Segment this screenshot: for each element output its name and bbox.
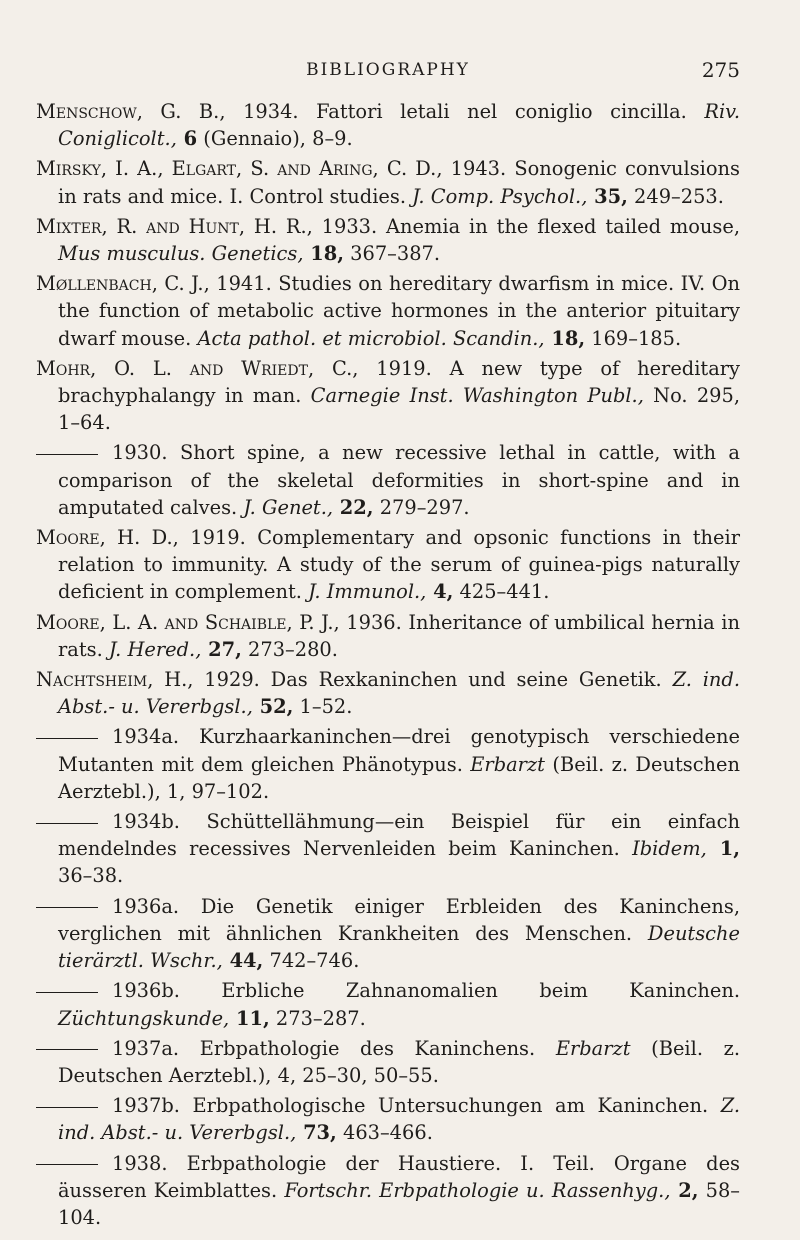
entry-journal: J. Hered.,	[108, 637, 202, 661]
entry-author: Menschow, G. B.,	[36, 100, 226, 123]
entry-vol: 1,	[706, 837, 740, 861]
entry-rest: 1937b. Erbpathologische Untersuchungen am Kaninchen.	[112, 1094, 721, 1118]
entry-rest: 1929. Das Rexkaninchen und seine Genetik.	[193, 668, 673, 692]
entry-vol: 4,	[426, 580, 454, 604]
entry-vol: 44,	[222, 949, 264, 973]
entry-journal: Züchtungskunde,	[58, 1006, 230, 1030]
entry-rest: 1938. Erbpathologie der Haustiere. I. Teil. Organe des äusseren Keimblattes.	[58, 1151, 740, 1202]
bibliography-entry	[36, 270, 740, 352]
bibliography-entry	[36, 155, 740, 209]
entry-tail: 367–387.	[344, 242, 441, 266]
entry-vol: 73,	[296, 1121, 337, 1145]
bibliography-entry	[36, 1150, 740, 1232]
entry-tail: 273–280.	[241, 637, 338, 661]
ditto-dash	[36, 738, 98, 739]
bibliography-entry	[36, 977, 740, 1031]
entry-tail: (Beil. z. Deutschen Aerztebl.), 1, 97–102.	[58, 752, 741, 803]
bibliography-entry	[36, 1092, 740, 1146]
bibliography-entry	[36, 524, 740, 606]
entry-journal: Ibidem,	[632, 837, 707, 861]
entry-tail: No. 295, 1–64.	[58, 384, 741, 435]
entry-journal: Z. ind. Abst.- u. Vererbgsl.,	[58, 668, 740, 719]
entry-tail: 249–253.	[627, 184, 724, 208]
entry-rest: 1919. A new type of hereditary brachyphalangy in man.	[58, 356, 740, 408]
entry-vol: 22,	[333, 495, 374, 519]
entry-rest: 1933. Anemia in the flexed tailed mouse,	[312, 214, 740, 238]
entry-journal: Fortschr. Erbpathologie u. Rassenhyg.,	[284, 1178, 671, 1202]
ditto-dash	[36, 992, 98, 993]
entry-rest: 1937a. Erbpathologie des Kaninchens.	[112, 1036, 556, 1060]
entry-tail: 36–38.	[58, 864, 124, 888]
ditto-dash	[36, 1107, 98, 1108]
page-header	[36, 50, 740, 90]
entry-tail: 742–746.	[263, 949, 360, 973]
entry-journal: Erbarzt	[555, 1036, 631, 1060]
entry-rest: 1934b. Schüttellähmung—ein Beispiel für ein einfach mendelndes recessives Nervenleiden beim Kaninchen.	[58, 810, 740, 861]
entry-tail: 279–297.	[373, 495, 470, 519]
entry-author: Moore, H. D.,	[36, 526, 179, 550]
bibliography-entry	[36, 98, 740, 152]
entry-author: Moore, L. A. and Schaible, P. J.,	[36, 610, 340, 634]
entry-vol: 52,	[252, 695, 294, 719]
ditto-dash	[36, 1049, 98, 1050]
entry-journal: Riv. Coniglicolt.,	[58, 100, 740, 151]
entry-journal: J. Immunol.,	[308, 580, 427, 604]
entry-journal: Z. ind. Abst.- u. Vererbgsl.,	[58, 1094, 740, 1145]
entry-journal: Carnegie Inst. Washington Publ.,	[310, 384, 644, 408]
bibliography-entry	[36, 213, 740, 267]
entry-author: Mirsky, I. A., Elgart, S. and Aring, C. D.,	[36, 157, 443, 181]
entry-vol: 18,	[544, 326, 586, 350]
entry-rest: 1941. Studies on hereditary dwarfism in mice. IV. On the function of metabolic active hormones in the anterior pituitary dwarf mouse.	[58, 272, 740, 350]
entry-journal: Mus musculus. Genetics,	[58, 242, 304, 266]
entry-journal: Acta pathol. et microbiol. Scandin.,	[197, 326, 545, 350]
entry-vol: 2,	[670, 1178, 699, 1202]
entry-vol: 11,	[229, 1006, 270, 1030]
entry-rest: 1930. Short spine, a new recessive lethal in cattle, with a comparison of the skeletal deformities in short-spine and in amputated calves.	[58, 441, 740, 519]
entry-journal: Deutsche tierärztl. Wschr.,	[58, 921, 740, 973]
entry-tail: 425–441.	[453, 580, 550, 604]
bibliography-entry	[36, 893, 740, 975]
entry-tail: 58–104.	[58, 1178, 740, 1229]
bibliography-list	[36, 98, 740, 1234]
entry-rest: 1936a. Die Genetik einiger Erbleiden des Kaninchens, verglichen mit ähnlichen Krankheiten des Menschen.	[58, 894, 740, 945]
entry-vol: 27,	[201, 637, 242, 661]
entry-tail: 1–52.	[293, 695, 353, 719]
running-head: BIBLIOGRAPHY	[306, 60, 470, 80]
bibliography-entry	[36, 439, 740, 521]
entry-tail: 463–466.	[336, 1121, 433, 1145]
entry-author: Mohr, O. L. and Wriedt, C.,	[36, 356, 359, 380]
bibliography-entry	[36, 609, 740, 663]
entry-rest: 1919. Complementary and opsonic functions in their relation to immunity. A study of the serum of guinea-pigs naturally deficient in complement.	[58, 526, 740, 604]
ditto-dash	[36, 454, 98, 455]
page-number: 275	[701, 58, 740, 82]
ditto-dash	[36, 823, 98, 824]
entry-rest: 1934. Fattori letali nel coniglio cincilla.	[225, 100, 705, 123]
entry-tail: 169–185.	[585, 326, 682, 350]
entry-author: Nachtsheim, H.,	[36, 668, 194, 692]
bibliography-entry	[36, 355, 740, 437]
entry-author: Møllenbach, C. J.,	[36, 272, 210, 296]
entry-vol: 6	[176, 127, 198, 151]
entry-rest: 1943. Sonogenic convulsions in rats and mice. I. Control studies.	[58, 157, 740, 208]
entry-author: Mixter, R. and Hunt, H. R.,	[36, 214, 313, 238]
entry-tail: (Beil. z. Deutschen Aerztebl.), 4, 25–30, 50–55.	[58, 1036, 740, 1087]
entry-rest: 1934a. Kurzhaarkaninchen—drei genotypisch verschiedene Mutanten mit dem gleichen Phänotypus.	[58, 725, 740, 776]
ditto-dash	[36, 907, 98, 908]
ditto-dash	[36, 1164, 98, 1165]
entry-journal: J. Comp. Psychol.,	[412, 184, 588, 208]
entry-tail: (Gennaio), 8–9.	[197, 127, 353, 151]
entry-rest: 1936. Inheritance of umbilical hernia in rats.	[58, 610, 740, 661]
bibliography-entry	[36, 666, 740, 720]
bibliography-entry	[36, 1035, 740, 1089]
bibliography-entry	[36, 808, 740, 890]
entry-rest: 1936b. Erbliche Zahnanomalien beim Kaninchen.	[112, 979, 740, 1003]
entry-tail: 273–287.	[269, 1006, 366, 1030]
entry-vol: 18,	[303, 242, 344, 266]
entry-journal: J. Genet.,	[243, 495, 334, 519]
bibliography-entry	[36, 723, 740, 805]
entry-journal: Erbarzt	[470, 752, 545, 776]
entry-vol: 35,	[587, 184, 628, 208]
